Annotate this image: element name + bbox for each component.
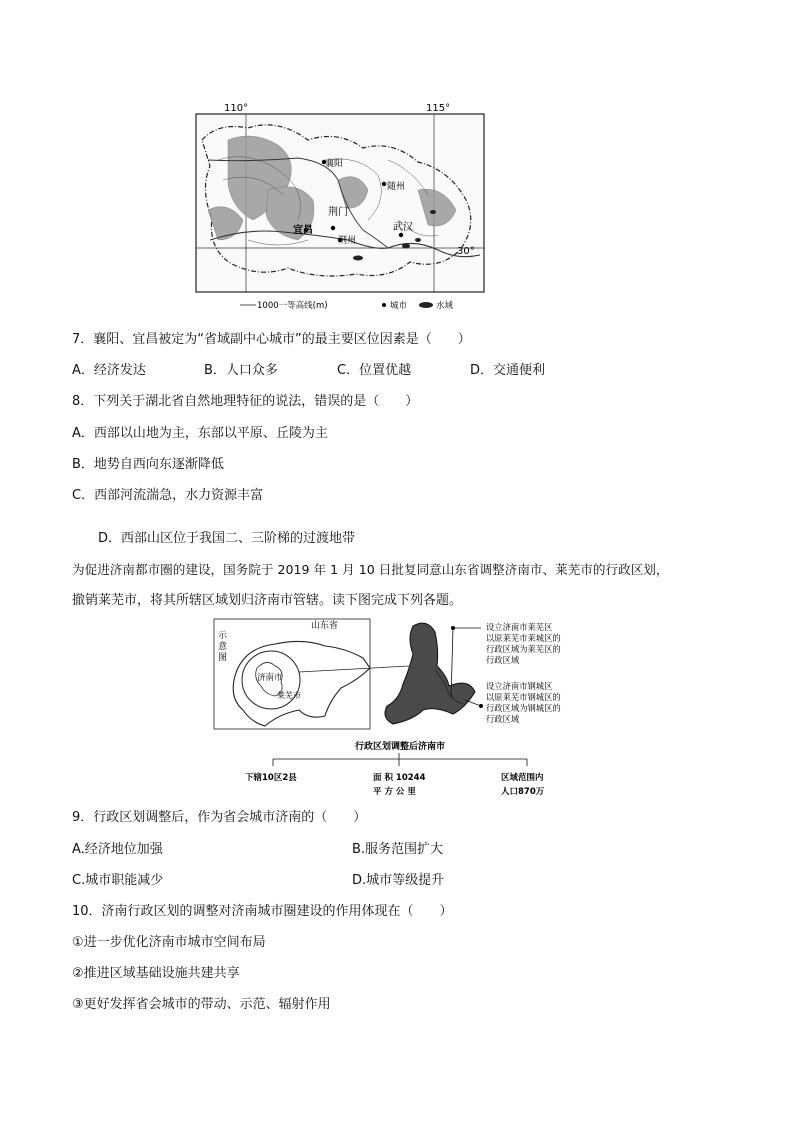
jinan-enlarged-shape [385, 623, 475, 724]
city-label-yichang: 宜昌 [293, 225, 313, 236]
city-label-jingmen: 荆门 [328, 207, 348, 218]
legend-contour-label: 1000一等高线(m) [257, 301, 328, 311]
callout-bottom-line-2: 以原莱芜市钢城区的 [486, 692, 561, 702]
callout-top-line-1: 设立济南市莱芜区 [486, 622, 553, 632]
city-label-xiangyang: 襄阳 [325, 159, 344, 169]
callout-bottom-line-4: 行政区域 [486, 714, 520, 724]
question-9-option-a[interactable]: A.经济地位加强 [72, 842, 163, 857]
intro-line-1: 为促进济南都市圈的建设，国务院于 2019 年 1 月 10 日批复同意山东省调整济南市、莱芜市的行政区划， [72, 562, 669, 577]
inset-jinan-label: 济南市 [257, 673, 283, 683]
callout-top-line-4: 行政区域 [486, 655, 520, 665]
legend-city-label: 城市 [390, 301, 408, 311]
question-7-stem: 7．襄阳、宜昌被定为“省域副中心城市”的最主要区位因素是（ ） [72, 332, 471, 347]
question-8-option-c[interactable]: C．西部河流湍急，水力资源丰富 [72, 488, 264, 503]
question-7-option-b[interactable]: B．人口众多 [204, 363, 278, 378]
question-9-stem: 9．行政区划调整后，作为省会城市济南的（ ） [72, 810, 367, 825]
inset-title-char-3: 图 [218, 653, 228, 663]
question-8-option-b[interactable]: B．地势自西向东逐渐降低 [72, 457, 224, 472]
longitude-115-label: 115° [426, 103, 451, 114]
question-8-stem: 8．下列关于湖北省自然地理特征的说法，错误的是（ ） [72, 394, 419, 409]
legend-water-label: 水域 [436, 301, 454, 311]
question-10-item-2: ②推进区域基础设施共建共享 [72, 966, 240, 981]
question-10-item-3: ③更好发挥省会城市的带动、示范、辐射作用 [72, 997, 331, 1012]
inset-title-char-2: 意 [218, 642, 228, 652]
legend-water-symbol [419, 302, 433, 308]
city-label-jingzhou: 荆州 [338, 236, 357, 246]
tree-item-area-line-1: 面 积 10244 [373, 773, 426, 783]
callout-top-line-3: 行政区域为莱芜区的 [486, 644, 561, 654]
tree-item-area-line-2: 平 方 公 里 [373, 787, 416, 797]
callout-bottom-line-3: 行政区域为钢城区的 [486, 703, 561, 713]
tree-item-population-line-1: 区域范围内 [501, 773, 544, 783]
inset-province-label: 山东省 [311, 621, 339, 631]
inset-laiwu-label: 莱芜市 [277, 691, 301, 700]
tree-title: 行政区划调整后济南市 [355, 742, 446, 752]
map-legend [240, 300, 454, 311]
shandong-inset [214, 619, 409, 729]
callout-top-line-2: 以原莱芜市莱城区的 [486, 633, 561, 643]
city-label-suizhou: 随州 [387, 182, 406, 192]
question-10-item-1: ①进一步优化济南市城市空间布局 [72, 935, 266, 950]
question-7-option-c[interactable]: C．位置优越 [337, 363, 412, 378]
hubei-topographic-map [188, 100, 493, 315]
callout-bottom-line-1: 设立济南市钢城区 [486, 681, 553, 691]
question-9-option-d[interactable]: D.城市等级提升 [352, 873, 445, 888]
question-9-option-b[interactable]: B.服务范围扩大 [352, 842, 444, 857]
question-7-option-a[interactable]: A．经济发达 [72, 363, 146, 378]
question-8-option-a[interactable]: A．西部以山地为主，东部以平原、丘陵为主 [72, 426, 328, 441]
tree-item-population-line-2: 人口870万 [501, 787, 545, 797]
callout-dot-top [451, 626, 455, 630]
callout-dot-bottom [479, 704, 483, 708]
inset-connector-line [299, 666, 409, 672]
jinan-admin-diagram [213, 614, 581, 804]
inset-title-char-1: 示 [218, 631, 228, 641]
legend-city-symbol [382, 303, 386, 307]
intro-line-2: 撤销莱芜市，将其所辖区域划归济南市管辖。读下图完成下列各题。 [72, 593, 463, 608]
question-9-option-c[interactable]: C.城市职能减少 [72, 873, 164, 888]
shandong-outline [233, 641, 370, 726]
latitude-30-label: 30° [457, 246, 475, 257]
inset-frame [214, 619, 370, 729]
tree-item-districts: 下辖10区2县 [245, 773, 297, 783]
city-label-wuhan: 武汉 [393, 222, 413, 233]
question-10-stem: 10．济南行政区划的调整对济南城市圈建设的作用体现在（ ） [72, 904, 453, 919]
longitude-110-label: 110° [224, 103, 249, 114]
question-8-option-d[interactable]: D．西部山区位于我国二、三阶梯的过渡地带 [98, 531, 356, 546]
question-7-option-d[interactable]: D．交通便利 [470, 363, 546, 378]
